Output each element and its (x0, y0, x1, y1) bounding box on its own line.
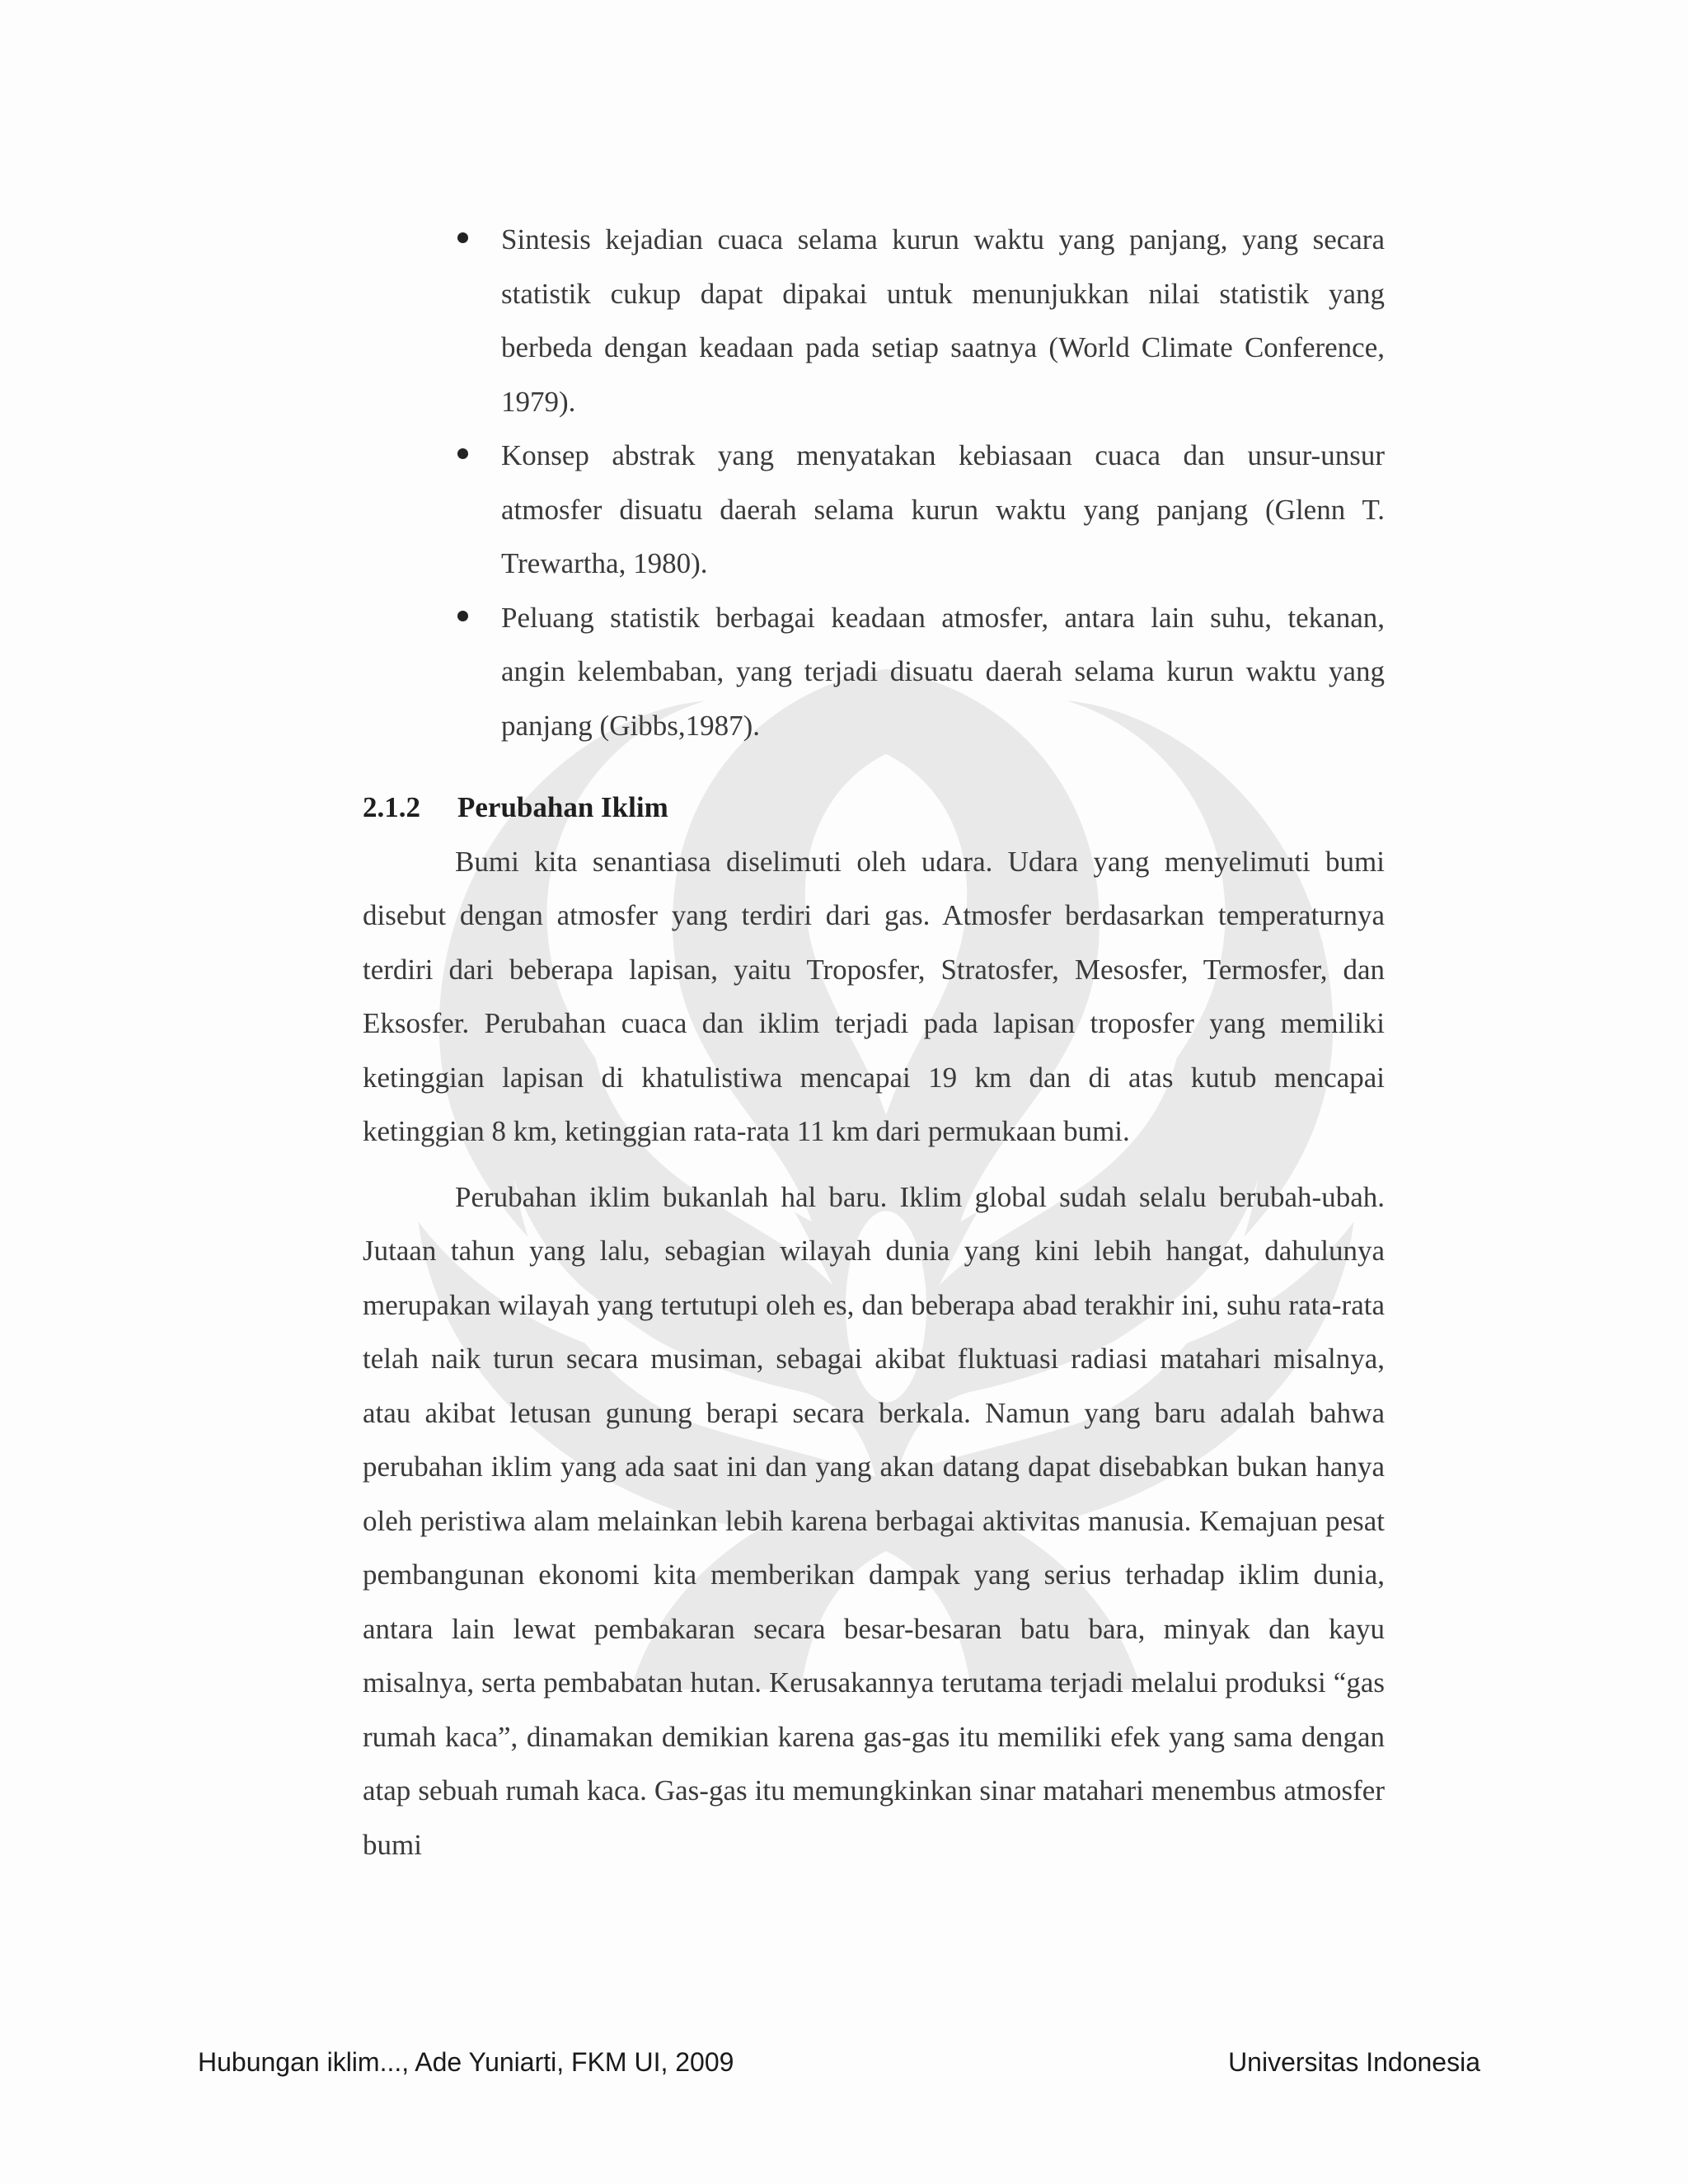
section-heading (363, 780, 1385, 835)
page-content (363, 213, 1385, 1872)
footer-institution: Universitas Indonesia (1228, 2047, 1480, 2077)
list-item-text: Konsep abstrak yang menyatakan kebiasaan cuaca dan unsur-unsur atmosfer disuatu daerah selama kurun waktu yang panjang (Glenn T. Trewartha, 1980). (501, 439, 1385, 579)
list-item (363, 213, 1385, 429)
paragraph: Perubahan iklim bukanlah hal baru. Iklim global sudah selalu berubah-ubah. Jutaan tahun yang lalu, sebagian wilayah dunia yang kini lebih hangat, dahulunya merupakan wilayah yang tertutupi oleh es, dan beberapa abad terakhir ini, suhu rata-rata telah naik turun secara musiman, sebagai akibat fluktuasi radiasi matahari misalnya, atau akibat letusan gunung berapi secara berkala. Namun yang baru adalah bahwa perubahan iklim yang ada saat ini dan yang akan datang dapat disebabkan bukan hanya oleh peristiwa alam melainkan lebih karena berbagai aktivitas manusia. Kemajuan pesat pembangunan ekonomi kita memberikan dampak yang serius terhadap iklim dunia, antara lain lewat pembakaran secara besar-besaran batu bara, minyak dan kayu misalnya, serta pembabatan hutan. Kerusakannya terutama terjadi melalui produksi “gas rumah kaca”, dinamakan demikian karena gas-gas itu memiliki efek yang sama dengan atap sebuah rumah kaca. Gas-gas itu memungkinkan sinar matahari menembus atmosfer bumi (363, 1180, 1385, 1861)
section-number: 2.1.2 (363, 791, 420, 823)
definition-list (363, 213, 1385, 752)
footer-citation: Hubungan iklim..., Ade Yuniarti, FKM UI, 2009 (198, 2047, 734, 2077)
paragraph: Bumi kita senantiasa diselimuti oleh udara. Udara yang menyelimuti bumi disebut dengan atmosfer yang terdiri dari gas. Atmosfer berdasarkan temperaturnya terdiri dari beberapa lapisan, yaitu Troposfer, Stratosfer, Mesosfer, Termosfer, dan Eksosfer. Perubahan cuaca dan iklim terjadi pada lapisan troposfer yang memiliki ketinggian lapisan di khatulistiwa mencapai 19 km dan di atas kutub mencapai ketinggian 8 km, ketinggian rata-rata 11 km dari permukaan bumi. (363, 845, 1385, 1147)
section-title: Perubahan Iklim (457, 791, 668, 823)
bullet-icon (457, 232, 468, 243)
bullet-icon (457, 611, 468, 621)
bullet-icon (457, 448, 468, 459)
list-item (363, 591, 1385, 753)
list-item-text: Sintesis kejadian cuaca selama kurun waktu yang panjang, yang secara statistik cukup dapat dipakai untuk menunjukkan nilai statistik yang berbeda dengan keadaan pada setiap saatnya (World Climate Conference, 1979). (501, 223, 1385, 418)
list-item (363, 429, 1385, 591)
list-item-text: Peluang statistik berbagai keadaan atmosfer, antara lain suhu, tekanan, angin kelembaban, yang terjadi disuatu daerah selama kurun waktu yang panjang (Gibbs,1987). (501, 601, 1385, 742)
